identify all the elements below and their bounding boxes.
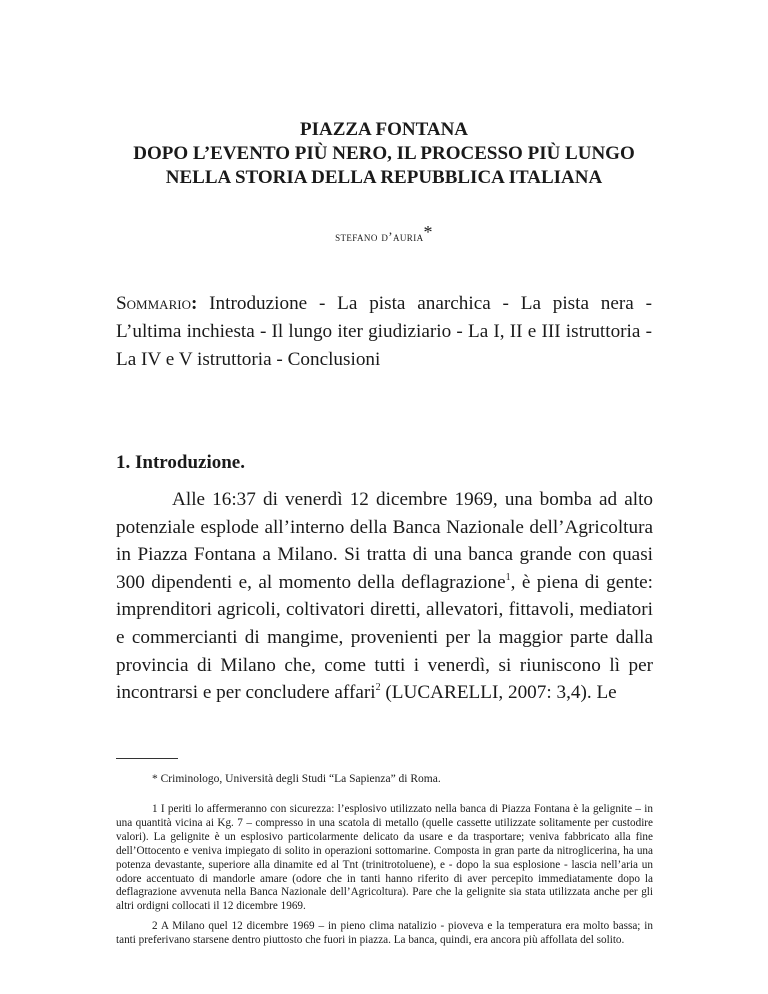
summary-label: Sommario <box>116 293 191 314</box>
paragraph-text-2: , è piena di gente: imprenditori agricoli, coltivatori diretti, allevatori, fittavoli, mediatori e commercianti di mangime, provenienti per la maggior parte dalla provincia di Milano che, come tutti i venerdì, si riuniscono lì per incontrarsi e per concludere affari <box>116 571 653 704</box>
footnote-2: 2 A Milano quel 12 dicembre 1969 – in pieno clima natalizio - pioveva e la temperatura era molto bassa; in tanti preferivano starsene dentro piuttosto che fuori in piazza. La banca, quindi, era ancora più affollata del solito. <box>116 920 653 947</box>
summary-text: Introduzione - La pista anarchica - La pista nera - L’ultima inchiesta - Il lungo iter giudiziario - La I, II e III istruttoria - La IV e V istruttoria - Conclusioni <box>116 293 652 370</box>
summary-colon: : <box>190 293 198 314</box>
footnote-1: 1 I periti lo affermeranno con sicurezza: l’esplosivo utilizzato nella banca di Piazza Fontana è la gelignite – in una quantità vicina ai Kg. 7 – compresso in una scatola di metallo (quelle cassette utilizzate solitamente per custodire valori). La gelignite è un esplosivo particolarmente delicato da usare e da trasportare; veniva fabbricato alla fine dell’Ottocento e veniva impiegato di solito in operazioni sottomarine. Composta in gran parte da nitroglicerina, ha una potenza devastante, superiore alla dinamite ed al Tnt (trinitrotoluene), e - dopo la sua esplosione - lascia nell’aria un odore accentuato di mandorle amare (odore che in tanti hanno riferito di aver percepito immediatamente dopo la deflagrazione avvenuta nella Banca Nazionale dell’Agricoltura). Pare che la gelignite sia stata utilizzata anche per gli altri ordigni collocati il 12 dicembre 1969. <box>116 803 653 913</box>
title-line-2: DOPO L’EVENTO PIÙ NERO, IL PROCESSO PIÙ LUNGO <box>133 143 635 164</box>
paragraph-text-3: (LUCARELLI, 2007: 3,4). Le <box>380 682 617 704</box>
footnote-ref-2: 2 <box>375 682 381 694</box>
footnotes <box>116 803 653 954</box>
summary-block <box>116 290 652 374</box>
paragraph-text-1: Alle 16:37 di venerdì 12 dicembre 1969, una bomba ad alto potenziale esplode all’interno della Banca Nazionale dell’Agricoltura in Piazza Fontana a Milano. Si tratta di una banca grande con quasi 300 dipendenti e, al momento della deflagrazione <box>116 489 653 593</box>
author-footnote-marker: * <box>423 222 433 242</box>
body-text <box>116 486 653 707</box>
footnote-divider <box>116 758 178 759</box>
title-line-3: NELLA STORIA DELLA REPUBBLICA ITALIANA <box>165 167 603 188</box>
body-paragraph <box>116 486 653 707</box>
section-heading: 1. Introduzione. <box>116 452 245 473</box>
author-line <box>100 222 668 245</box>
author-affiliation-footnote: * Criminologo, Università degli Studi “La Sapienza” di Roma. <box>152 773 441 785</box>
article-title <box>100 118 668 190</box>
author-name: stefano d’auria <box>335 229 424 244</box>
footnote-ref-1: 1 <box>505 571 511 583</box>
title-line-1: PIAZZA FONTANA <box>299 119 469 140</box>
